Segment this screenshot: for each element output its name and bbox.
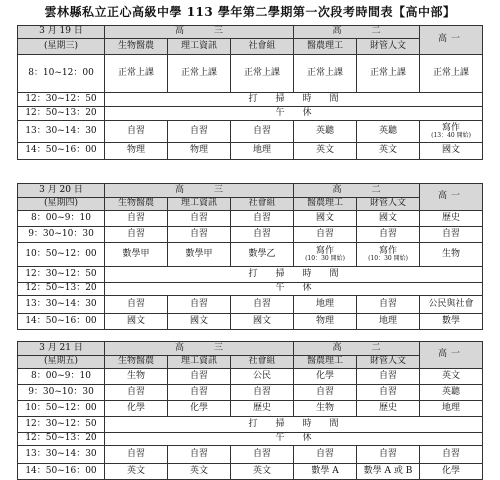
subject-label: 自習: [253, 125, 272, 136]
subject-cell: [105, 464, 168, 480]
subject-label: 正常上課: [180, 67, 217, 78]
table-row: [18, 417, 483, 433]
subject-cell: [420, 121, 483, 143]
subject-label: 英文: [189, 465, 208, 476]
subject-cell: [357, 296, 420, 314]
subject-label: 自習: [189, 448, 208, 459]
subject-label: 自習: [253, 448, 272, 459]
subject-cell: [231, 369, 294, 385]
subject-label: 自習: [442, 228, 461, 239]
subject-cell: [168, 296, 231, 314]
subject-cell: [357, 446, 420, 464]
subject-cell: [294, 121, 357, 143]
subject-label: 地理: [253, 145, 272, 156]
subject-cell: [357, 385, 420, 401]
time-slot: 12：50~13：20: [18, 433, 105, 446]
department-header: 醫農理工: [294, 356, 357, 369]
time-slot: 8：00~9：10: [18, 211, 105, 227]
subject-cell: [357, 211, 420, 227]
subject-label: 英文: [126, 465, 145, 476]
subject-label: 自習: [126, 228, 145, 239]
subject-label: 正常上課: [307, 67, 344, 78]
subject-cell: [420, 369, 483, 385]
page-title: 雲林縣私立正心高級中學 113 學年第二學期第一次段考時間表【高中部】: [44, 5, 456, 19]
table-row: [18, 211, 483, 227]
subject-label: 自習: [126, 212, 145, 223]
subject-cell: [105, 55, 168, 93]
subject-label: 英文: [316, 145, 335, 156]
subject-label: 物理: [316, 315, 335, 326]
subject-cell: [168, 385, 231, 401]
subject-label: 自習: [379, 386, 398, 397]
subject-cell: [231, 143, 294, 160]
subject-label: 正常上課: [117, 67, 154, 78]
table-row: [18, 401, 483, 417]
table-row: [18, 267, 483, 283]
subject-label: 自習: [189, 386, 208, 397]
subject-cell: [168, 55, 231, 93]
subject-label: 數學甲: [185, 248, 213, 259]
subject-cell: [231, 55, 294, 93]
subject-label: 正常上課: [244, 67, 281, 78]
subject-cell: [420, 243, 483, 267]
time-slot: 14：50~16：00: [18, 143, 105, 160]
header-row: [18, 26, 483, 39]
header-row: [18, 184, 483, 198]
subject-label: 自習: [189, 298, 208, 309]
subject-label: 地理: [379, 315, 398, 326]
subject-cell: [168, 227, 231, 243]
table-row: [18, 385, 483, 401]
subject-label: 英文: [442, 370, 461, 381]
schedule-table-day-1: [17, 25, 483, 160]
subject-cell: [168, 401, 231, 417]
subject-cell: [231, 296, 294, 314]
subject-label: 公民與社會: [428, 298, 474, 309]
subject-cell: [105, 211, 168, 227]
schedule-table-day-3: [17, 341, 483, 480]
subject-cell: [168, 314, 231, 330]
subject-label: 國文: [126, 315, 145, 326]
time-slot: 13：30~14：30: [18, 121, 105, 143]
subject-label: 自習: [126, 125, 145, 136]
group-gao2: 高二: [294, 184, 420, 198]
subject-label: 物理: [189, 145, 208, 156]
subject-cell: [357, 369, 420, 385]
department-header: 理工資訊: [168, 198, 231, 211]
break-label: 打掃時間: [105, 93, 483, 107]
subject-label: 國文: [379, 212, 398, 223]
subject-cell: [294, 211, 357, 227]
subject-label: 國文: [442, 145, 461, 156]
department-header: 生物醫農: [105, 39, 168, 55]
group-gao2: 高二: [294, 26, 420, 39]
subject-cell: [357, 464, 420, 480]
subject-cell: [168, 121, 231, 143]
subject-label: 生物: [316, 402, 335, 413]
day-date: 3 月 21 日: [18, 342, 105, 356]
subject-label: 自習: [126, 448, 145, 459]
time-slot: 10：50~12：00: [18, 401, 105, 417]
table-row: [18, 446, 483, 464]
day-weekday: (星期五): [18, 356, 105, 369]
department-header: 財管人文: [357, 356, 420, 369]
time-slot: 9：30~10：30: [18, 385, 105, 401]
subject-cell: [105, 369, 168, 385]
subject-label: 自習: [379, 448, 398, 459]
department-header: 醫農理工: [294, 39, 357, 55]
time-slot: 8：00~9：10: [18, 369, 105, 385]
subject-cell: [294, 401, 357, 417]
subject-cell: [420, 227, 483, 243]
day-date: 3 月 20 日: [18, 184, 105, 198]
subject-cell: [105, 446, 168, 464]
time-slot: 10：50~12：00: [18, 243, 105, 267]
start-time-note: (13：40 開始): [431, 132, 471, 140]
department-header: 財管人文: [357, 39, 420, 55]
subject-cell: [231, 211, 294, 227]
subject-cell: [420, 143, 483, 160]
break-label: 午休: [105, 433, 483, 446]
subject-label: 自習: [253, 228, 272, 239]
department-header: 財管人文: [357, 198, 420, 211]
subject-cell: [105, 401, 168, 417]
time-slot: 13：30~14：30: [18, 296, 105, 314]
subject-label: 英文: [379, 145, 398, 156]
subject-label: 寫作: [379, 245, 398, 256]
subject-label: 國文: [316, 212, 335, 223]
subject-label: 生物: [126, 370, 145, 381]
table-row: [18, 369, 483, 385]
subject-label: 自習: [126, 386, 145, 397]
subject-cell: [420, 385, 483, 401]
subject-cell: [105, 243, 168, 267]
header-row: [18, 198, 483, 211]
subject-label: 地理: [442, 402, 461, 413]
subject-cell: [231, 385, 294, 401]
subject-cell: [231, 243, 294, 267]
start-time-note: (10：30 開始): [305, 255, 345, 263]
subject-cell: [420, 401, 483, 417]
group-gao1: 高一: [420, 26, 483, 55]
subject-cell: [420, 55, 483, 93]
group-gao3: 高三: [105, 342, 294, 356]
subject-cell: [105, 314, 168, 330]
subject-label: 自習: [379, 228, 398, 239]
subject-cell: [357, 314, 420, 330]
subject-label: 化學: [126, 402, 145, 413]
subject-cell: [168, 143, 231, 160]
subject-label: 國文: [189, 315, 208, 326]
group-gao1: 高一: [420, 342, 483, 369]
subject-cell: [105, 385, 168, 401]
subject-label: 自習: [189, 370, 208, 381]
table-row: [18, 143, 483, 160]
subject-label: 生物: [442, 248, 461, 259]
subject-cell: [357, 121, 420, 143]
subject-cell: [294, 296, 357, 314]
subject-label: 自習: [189, 212, 208, 223]
subject-cell: [105, 143, 168, 160]
subject-cell: [231, 314, 294, 330]
header-row: [18, 342, 483, 356]
subject-label: 英文: [253, 465, 272, 476]
subject-cell: [294, 385, 357, 401]
time-slot: 9：30~10：30: [18, 227, 105, 243]
subject-cell: [294, 464, 357, 480]
subject-label: 自習: [253, 212, 272, 223]
department-header: 理工資訊: [168, 39, 231, 55]
subject-label: 化學: [316, 370, 335, 381]
group-gao3: 高三: [105, 184, 294, 198]
subject-cell: [294, 55, 357, 93]
department-header: 生物醫農: [105, 356, 168, 369]
time-slot: 12：50~13：20: [18, 283, 105, 296]
subject-cell: [420, 464, 483, 480]
subject-label: 數學乙: [248, 248, 276, 259]
subject-cell: [294, 314, 357, 330]
subject-label: 物理: [126, 145, 145, 156]
subject-label: 自習: [316, 228, 335, 239]
subject-cell: [105, 296, 168, 314]
subject-cell: [168, 446, 231, 464]
table-row: [18, 243, 483, 267]
subject-label: 公民: [253, 370, 272, 381]
subject-label: 化學: [189, 402, 208, 413]
subject-label: 自習: [379, 298, 398, 309]
table-row: [18, 55, 483, 93]
subject-label: 地理: [316, 298, 335, 309]
subject-label: 化學: [442, 465, 461, 476]
subject-label: 數學 A 或 B: [363, 465, 413, 476]
table-row: [18, 227, 483, 243]
table-row: [18, 283, 483, 296]
subject-cell: [294, 369, 357, 385]
time-slot: 12：50~13：20: [18, 107, 105, 121]
subject-label: 英聽: [442, 386, 461, 397]
table-row: [18, 296, 483, 314]
department-header: 生物醫農: [105, 198, 168, 211]
department-header: 社會組: [231, 356, 294, 369]
start-time-note: (10：30 開始): [368, 255, 408, 263]
table-row: [18, 464, 483, 480]
time-slot: 12：30~12：50: [18, 267, 105, 283]
day-weekday: (星期四): [18, 198, 105, 211]
subject-label: 英聽: [379, 125, 398, 136]
break-label: 打掃時間: [105, 267, 483, 283]
header-row: [18, 356, 483, 369]
subject-cell: [168, 369, 231, 385]
schedule-table-day-2: [17, 183, 483, 330]
subject-cell: [357, 55, 420, 93]
subject-cell: [294, 227, 357, 243]
subject-label: 歷史: [379, 402, 398, 413]
break-label: 打掃時間: [105, 417, 483, 433]
department-header: 社會組: [231, 39, 294, 55]
day-date: 3 月 19 日: [18, 26, 105, 39]
time-slot: 12：30~12：50: [18, 93, 105, 107]
subject-cell: [231, 227, 294, 243]
subject-cell: [294, 143, 357, 160]
subject-cell: [294, 243, 357, 267]
subject-cell: [294, 446, 357, 464]
day-weekday: (星期三): [18, 39, 105, 55]
subject-label: 自習: [379, 370, 398, 381]
subject-cell: [105, 227, 168, 243]
time-slot: 14：50~16：00: [18, 314, 105, 330]
break-label: 午休: [105, 283, 483, 296]
subject-cell: [420, 314, 483, 330]
subject-cell: [357, 401, 420, 417]
department-header: 社會組: [231, 198, 294, 211]
subject-label: 數學: [442, 315, 461, 326]
table-row: [18, 93, 483, 107]
group-gao2: 高二: [294, 342, 420, 356]
break-label: 午休: [105, 107, 483, 121]
subject-label: 自習: [316, 386, 335, 397]
subject-label: 歷史: [253, 402, 272, 413]
time-slot: 8：10~12：00: [18, 55, 105, 93]
department-header: 理工資訊: [168, 356, 231, 369]
subject-cell: [168, 243, 231, 267]
subject-cell: [357, 243, 420, 267]
group-gao1: 高一: [420, 184, 483, 211]
time-slot: 13：30~14：30: [18, 446, 105, 464]
subject-cell: [105, 121, 168, 143]
subject-label: 正常上課: [370, 67, 407, 78]
table-row: [18, 433, 483, 446]
subject-cell: [168, 211, 231, 227]
subject-cell: [420, 446, 483, 464]
subject-cell: [420, 296, 483, 314]
subject-label: 寫作: [316, 245, 335, 256]
subject-cell: [420, 211, 483, 227]
subject-label: 自習: [126, 298, 145, 309]
subject-cell: [231, 401, 294, 417]
department-header: 醫農理工: [294, 198, 357, 211]
table-row: [18, 107, 483, 121]
subject-label: 數學 A: [311, 465, 339, 476]
subject-label: 自習: [189, 125, 208, 136]
subject-label: 自習: [316, 448, 335, 459]
subject-label: 自習: [189, 228, 208, 239]
subject-cell: [357, 227, 420, 243]
subject-label: 英聽: [316, 125, 335, 136]
subject-cell: [357, 143, 420, 160]
header-row: [18, 39, 483, 55]
subject-cell: [231, 121, 294, 143]
table-row: [18, 314, 483, 330]
subject-cell: [168, 464, 231, 480]
subject-label: 國文: [253, 315, 272, 326]
subject-label: 寫作: [442, 122, 461, 133]
subject-label: 自習: [253, 386, 272, 397]
subject-cell: [231, 446, 294, 464]
subject-label: 歷史: [442, 212, 461, 223]
time-slot: 14：50~16：00: [18, 464, 105, 480]
subject-label: 自習: [253, 298, 272, 309]
table-row: [18, 121, 483, 143]
subject-label: 數學甲: [122, 248, 150, 259]
subject-cell: [231, 464, 294, 480]
subject-label: 自習: [442, 448, 461, 459]
subject-label: 正常上課: [433, 67, 470, 78]
time-slot: 12：30~12：50: [18, 417, 105, 433]
group-gao3: 高三: [105, 26, 294, 39]
